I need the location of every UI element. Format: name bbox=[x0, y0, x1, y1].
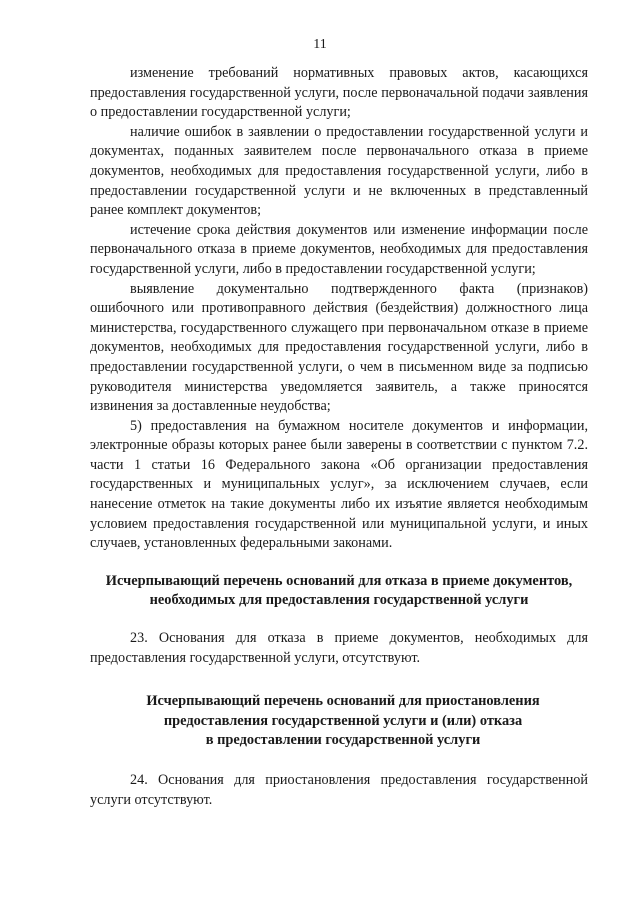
paragraph-requirements-change: изменение требований нормативных правовых актов, касающихся предоставления государственной услуги, после первоначальной подачи заявления о предоставлении государственной услуги; bbox=[90, 65, 588, 121]
paragraph-item-5: 5) предоставления на бумажном носителе документов и информации, электронные образы которых ранее были заверены в соответствии с пунктом 7.2. части 1 статьи 16 Федерального закона «Об организации предоставления государственных и муниципальных услуг», за исключением случаев, если нанесение отметок на такие документы либо их изъятие является необходимым условием предоставления государственной или муниципальной услуги, и иных случаев, установленных федеральными законами. bbox=[90, 417, 588, 552]
page-number: 11 bbox=[313, 37, 327, 52]
heading-refusal-grounds-line-2: необходимых для предоставления государственной услуги bbox=[149, 592, 529, 609]
paragraph-document-expiry: истечение срока действия документов или изменение информации после первоначального отказа в приеме документов, необходимых для предоставления государственной услуги, либо в предоставлении государственной услуги; bbox=[90, 221, 588, 277]
heading-refusal-grounds-line-1: Исчерпывающий перечень оснований для отказа в приеме документов, bbox=[105, 572, 573, 589]
paragraph-24: 24. Основания для приостановления предоставления государственной услуги отсутствуют. bbox=[90, 772, 588, 808]
heading-suspension-grounds bbox=[98, 692, 588, 751]
paragraph-application-errors: наличие ошибок в заявлении о предоставлении государственной услуги и документах, поданных заявителем после первоначального отказа в приеме документов, необходимых для предоставления государственной услуги, либо в предоставлении государственной услуги и не включенных в представленный ранее комплект документов; bbox=[90, 123, 588, 219]
heading-suspension-grounds-line-3: в предоставлении государственной услуги bbox=[205, 732, 481, 749]
document-body bbox=[90, 64, 588, 810]
heading-suspension-grounds-line-1: Исчерпывающий перечень оснований для приостановления bbox=[146, 693, 540, 710]
paragraph-erroneous-action: выявление документально подтвержденного факта (признаков) ошибочного или противоправного действия (бездействия) должностного лица министерства, государственного служащего при первоначальном отказе в приеме документов, необходимых для предоставления государственной услуги, либо в предоставлении государственной услуги, о чем в письменном виде за подписью руководителя министерства уведомляется заявитель, а также приносятся извинения за доставленные неудобства; bbox=[90, 280, 588, 415]
paragraph-23: 23. Основания для отказа в приеме документов, необходимых для предоставления государственной услуги, отсутствуют. bbox=[90, 630, 588, 666]
heading-refusal-grounds bbox=[90, 572, 588, 611]
heading-suspension-grounds-line-2: предоставления государственной услуги и (или) отказа bbox=[163, 712, 523, 729]
